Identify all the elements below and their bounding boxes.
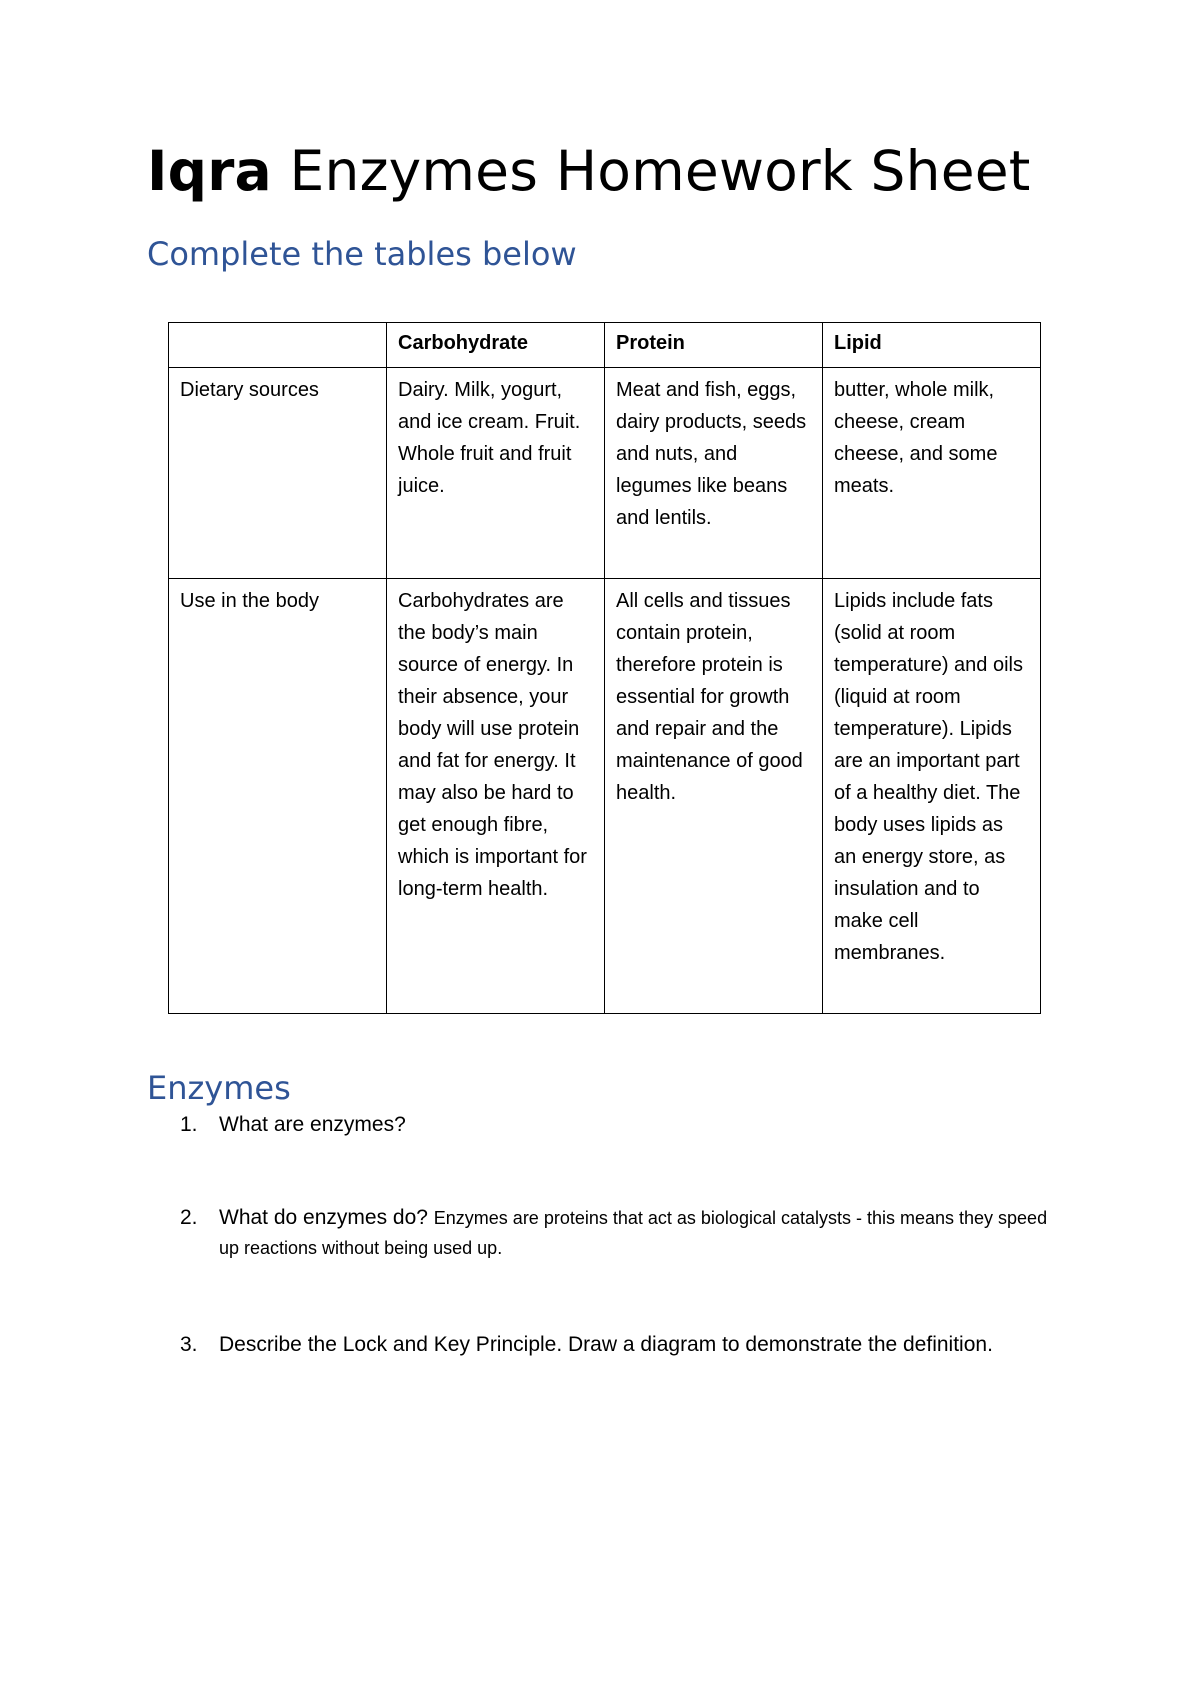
question-text: What do enzymes do? [219, 1206, 434, 1229]
table-row [169, 368, 1041, 579]
cell-lipid-use[interactable]: Lipids include fats (solid at room temperature) and oils (liquid at room temperature). Lipids are an important part of a healthy diet. The body uses lipids as an energy store, as insulation and to make cell membranes. [823, 579, 1041, 1014]
question-number: 3. [180, 1333, 198, 1356]
question-body [219, 1203, 1060, 1263]
cell-carbohydrate-sources[interactable]: Dairy. Milk, yogurt, and ice cream. Fruit. Whole fruit and fruit juice. [387, 368, 605, 579]
table-row [169, 579, 1041, 1014]
question-body [219, 1110, 1060, 1140]
question-body [219, 1330, 1060, 1360]
page-title [147, 138, 1031, 204]
student-name: Iqra [147, 139, 272, 203]
question-text: What are enzymes? [219, 1113, 406, 1136]
cell-protein-sources[interactable]: Meat and fish, eggs, dairy products, seeds and nuts, and legumes like beans and lentils. [605, 368, 823, 579]
question-item [180, 1110, 1060, 1140]
row-label-use-in-body: Use in the body [169, 579, 387, 1014]
question-item [180, 1330, 1060, 1360]
header-cell-lipid: Lipid [823, 323, 1041, 368]
nutrients-table [168, 322, 1041, 1014]
header-cell-protein: Protein [605, 323, 823, 368]
header-cell-blank [169, 323, 387, 368]
question-number: 2. [180, 1206, 198, 1229]
table-header-row [169, 323, 1041, 368]
question-text: Describe the Lock and Key Principle. Draw a diagram to demonstrate the definition. [219, 1333, 993, 1356]
header-cell-carbohydrate: Carbohydrate [387, 323, 605, 368]
question-number: 1. [180, 1113, 198, 1136]
title-text: Enzymes Homework Sheet [271, 139, 1031, 203]
cell-lipid-sources[interactable]: butter, whole milk, cheese, cream cheese, and some meats. [823, 368, 1041, 579]
row-label-dietary-sources: Dietary sources [169, 368, 387, 579]
question-item [180, 1203, 1060, 1263]
cell-protein-use[interactable]: All cells and tissues contain protein, therefore protein is essential for growth and repair and the maintenance of good health. [605, 579, 823, 1014]
cell-carbohydrate-use[interactable]: Carbohydrates are the body’s main source of energy. In their absence, your body will use protein and fat for energy. It may also be hard to get enough fibre, which is important for long-term health. [387, 579, 605, 1014]
table-instructions: Complete the tables below [147, 235, 577, 273]
question-answer[interactable]: Enzymes are proteins that act as biological catalysts - this means they speed up reactions without being used up. [219, 1208, 1048, 1258]
enzymes-heading: Enzymes [147, 1069, 291, 1107]
